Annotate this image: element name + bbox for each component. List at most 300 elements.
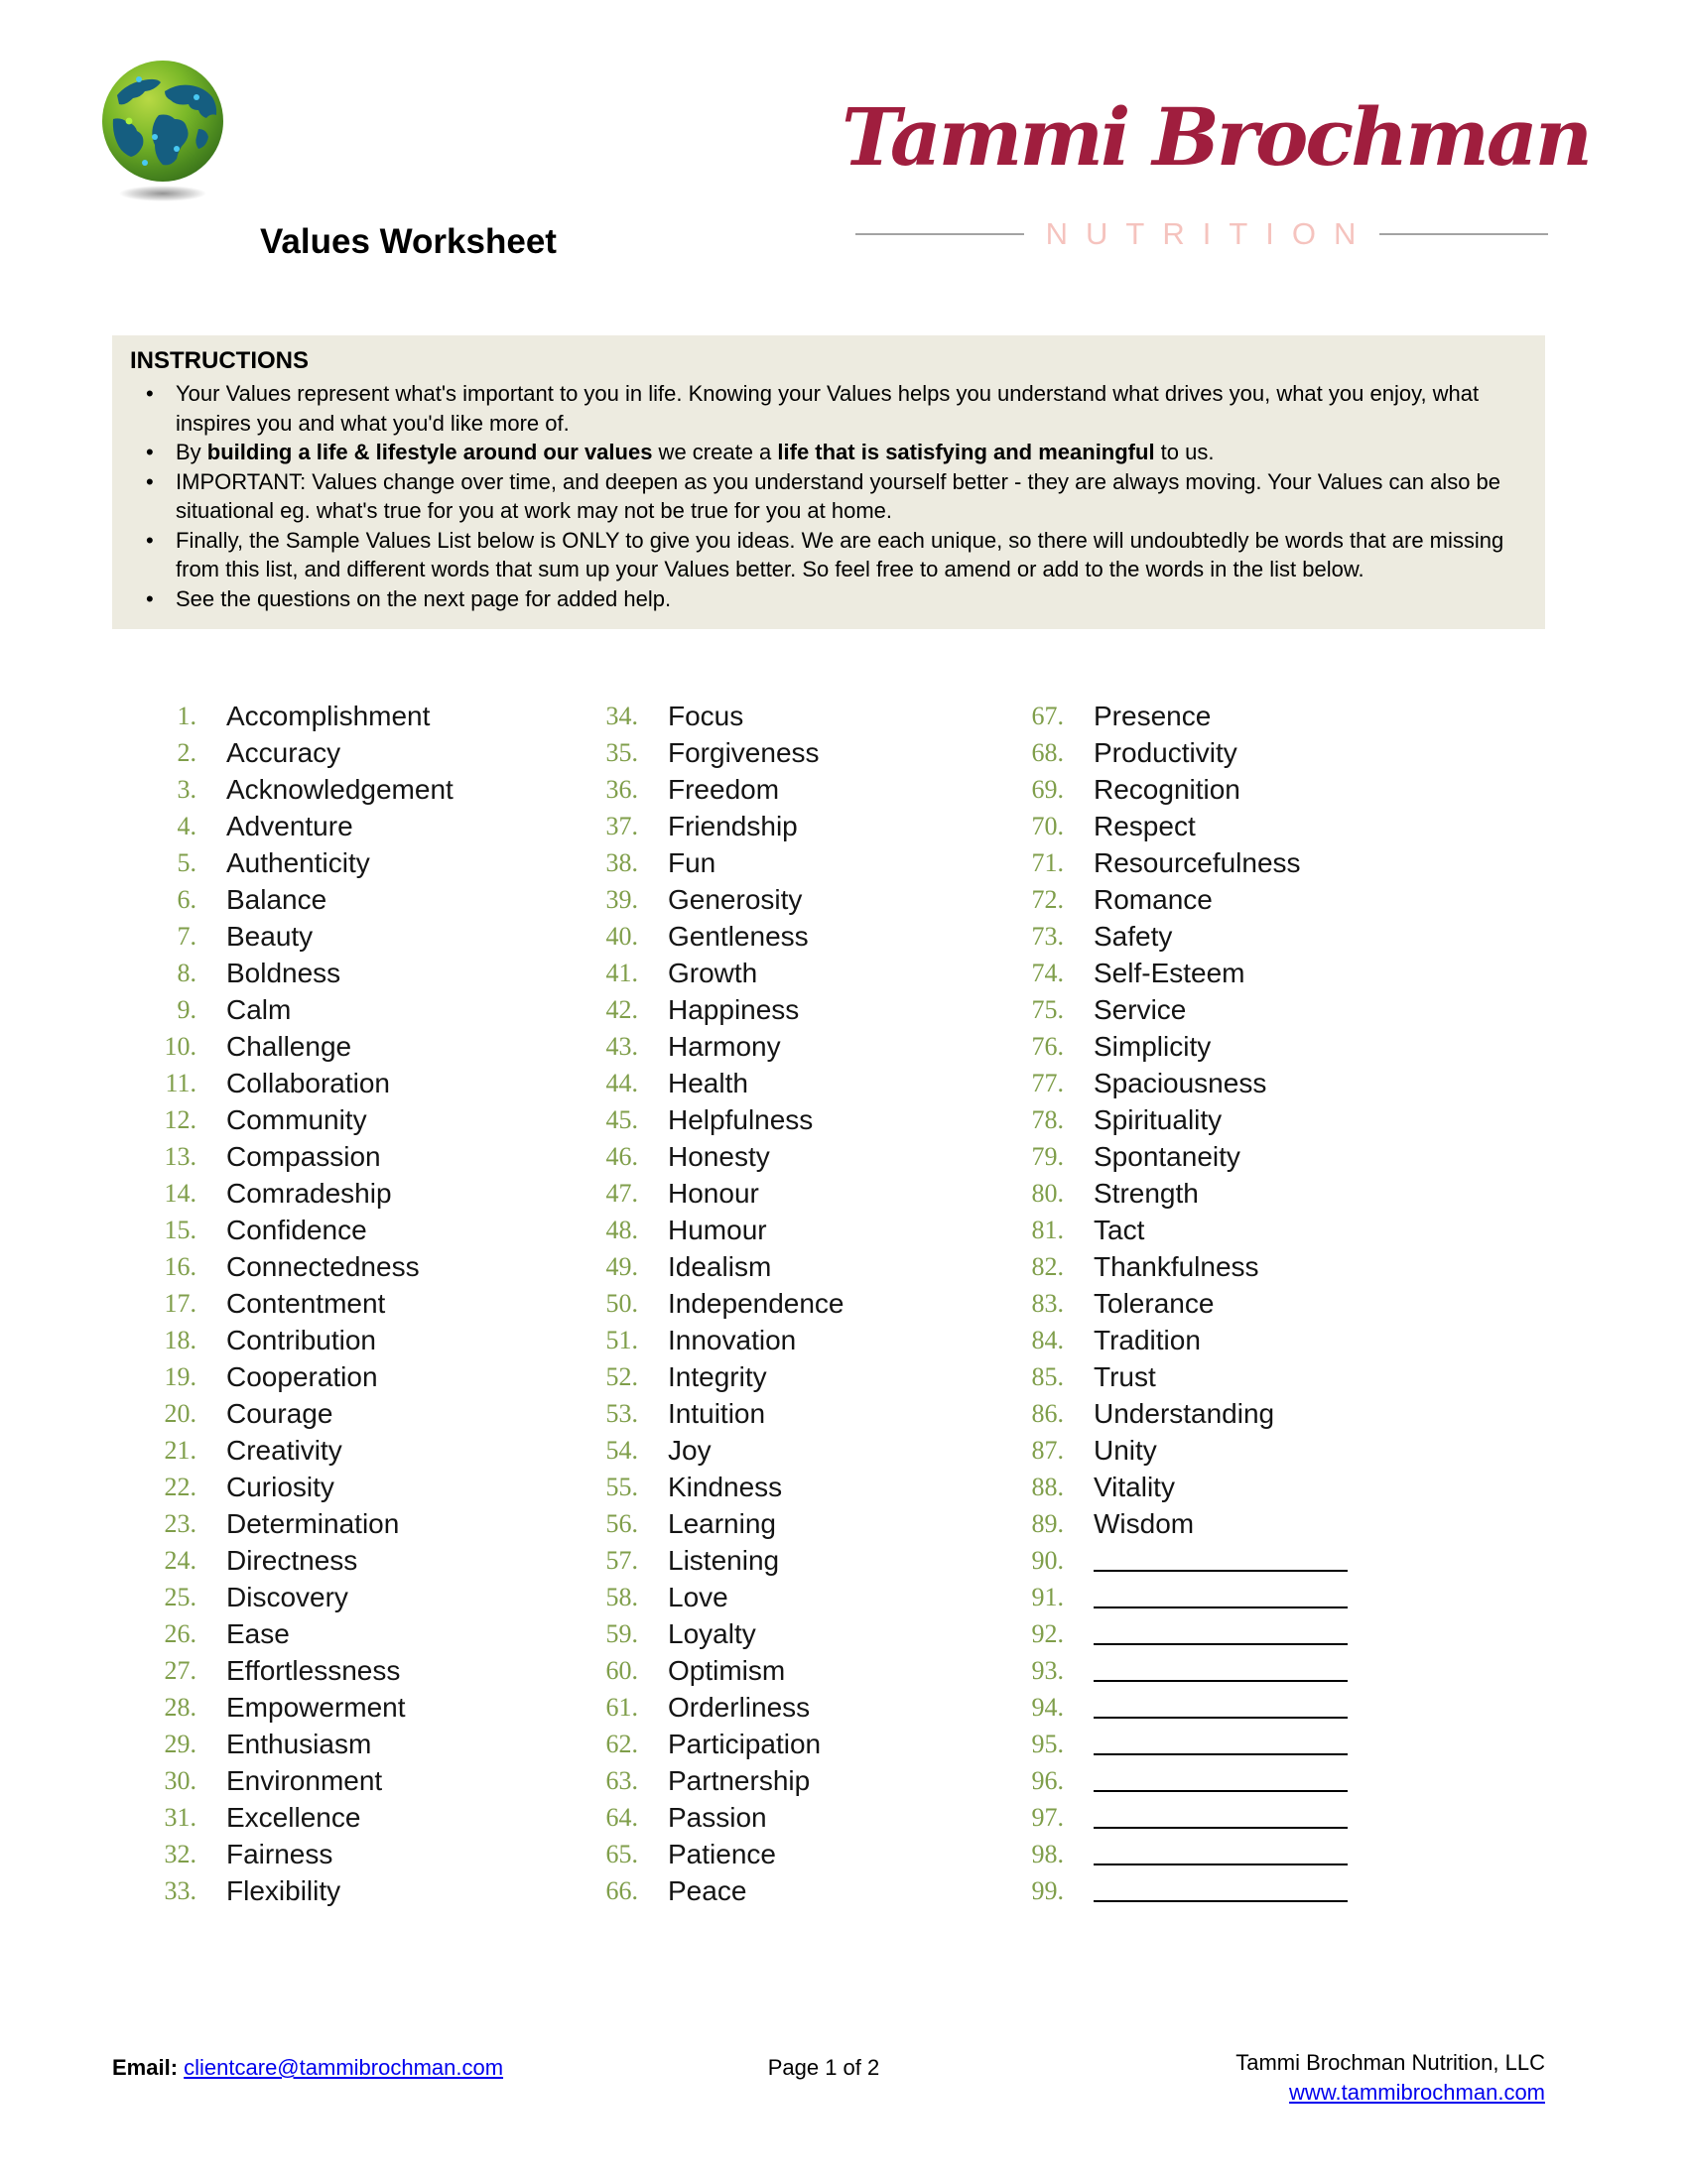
value-item xyxy=(559,1543,844,1580)
value-item xyxy=(559,1580,844,1616)
value-item xyxy=(984,1066,1348,1102)
value-item xyxy=(117,1176,454,1213)
value-label: Spirituality xyxy=(1094,1104,1223,1135)
value-item xyxy=(984,1506,1348,1543)
value-blank-line xyxy=(1094,1873,1348,1902)
value-item xyxy=(559,882,844,919)
value-number: 24. xyxy=(164,1546,196,1575)
value-item xyxy=(117,1359,454,1396)
value-number: 68. xyxy=(1031,738,1064,767)
value-label: Enthusiasm xyxy=(226,1729,372,1759)
value-label: Peace xyxy=(668,1875,747,1906)
value-number: 47. xyxy=(605,1179,638,1208)
value-number: 66. xyxy=(605,1876,638,1905)
value-item xyxy=(117,1396,454,1433)
value-label: Determination xyxy=(226,1508,400,1539)
value-number: 44. xyxy=(605,1069,638,1097)
value-label: Creativity xyxy=(226,1435,342,1466)
brand-logo xyxy=(842,83,1590,251)
value-number: 92. xyxy=(1031,1619,1064,1648)
value-item xyxy=(117,992,454,1029)
value-item xyxy=(117,1800,454,1837)
value-item xyxy=(117,845,454,882)
value-label: Health xyxy=(668,1068,748,1098)
value-number: 97. xyxy=(1031,1803,1064,1832)
value-number: 57. xyxy=(605,1546,638,1575)
value-item xyxy=(117,1543,454,1580)
value-number: 49. xyxy=(605,1252,638,1281)
value-number: 70. xyxy=(1031,812,1064,840)
value-item xyxy=(117,735,454,772)
value-number: 94. xyxy=(1031,1693,1064,1722)
value-item xyxy=(984,1543,1348,1580)
value-item xyxy=(117,1139,454,1176)
footer-website-link[interactable]: www.tammibrochman.com xyxy=(1289,2080,1545,2105)
value-item xyxy=(559,1176,844,1213)
brand-subtitle: NUTRITION xyxy=(1045,216,1374,251)
value-label: Innovation xyxy=(668,1325,797,1355)
value-item xyxy=(984,1727,1348,1763)
value-number: 7. xyxy=(177,922,196,951)
value-item xyxy=(559,1102,844,1139)
value-number: 27. xyxy=(164,1656,196,1685)
value-item xyxy=(117,1873,454,1910)
value-label: Confidence xyxy=(226,1215,367,1245)
value-item xyxy=(117,1837,454,1873)
value-label: Self-Esteem xyxy=(1094,958,1245,988)
value-label: Calm xyxy=(226,994,292,1025)
value-number: 99. xyxy=(1031,1876,1064,1905)
value-item xyxy=(984,919,1348,956)
value-number: 96. xyxy=(1031,1766,1064,1795)
value-number: 54. xyxy=(605,1436,638,1465)
instructions-box xyxy=(112,335,1545,629)
value-number: 72. xyxy=(1031,885,1064,914)
value-label: Gentleness xyxy=(668,921,809,952)
value-label: Simplicity xyxy=(1094,1031,1212,1062)
value-number: 60. xyxy=(605,1656,638,1685)
value-item xyxy=(559,809,844,845)
value-item xyxy=(559,1249,844,1286)
value-label: Comradeship xyxy=(226,1178,392,1209)
instructions-list xyxy=(130,379,1527,613)
value-number: 74. xyxy=(1031,959,1064,987)
value-number: 21. xyxy=(164,1436,196,1465)
value-item xyxy=(559,1286,844,1323)
value-item xyxy=(984,1323,1348,1359)
value-number: 45. xyxy=(605,1105,638,1134)
value-number: 64. xyxy=(605,1803,638,1832)
value-item xyxy=(117,1213,454,1249)
value-number: 20. xyxy=(164,1399,196,1428)
page-title: Values Worksheet xyxy=(260,222,557,261)
value-number: 79. xyxy=(1031,1142,1064,1171)
instruction-bullet: • By building a life & lifestyle around our values we create a life that is satisfying and meaningful to us. xyxy=(130,438,1527,467)
value-label: Contribution xyxy=(226,1325,376,1355)
value-item xyxy=(559,845,844,882)
value-item xyxy=(984,1763,1348,1800)
value-item xyxy=(559,956,844,992)
value-label: Strength xyxy=(1094,1178,1199,1209)
value-label xyxy=(1094,1616,1348,1653)
value-number: 52. xyxy=(605,1362,638,1391)
value-number: 12. xyxy=(164,1105,196,1134)
value-label: Unity xyxy=(1094,1435,1157,1466)
value-label: Acknowledgement xyxy=(226,774,454,805)
value-item xyxy=(117,1727,454,1763)
value-item xyxy=(559,699,844,735)
value-label: Boldness xyxy=(226,958,341,988)
value-item xyxy=(984,1433,1348,1470)
value-label: Growth xyxy=(668,958,758,988)
value-item xyxy=(559,1433,844,1470)
value-number: 26. xyxy=(164,1619,196,1648)
value-number: 83. xyxy=(1031,1289,1064,1318)
value-item xyxy=(984,1286,1348,1323)
brand-rule-left xyxy=(855,233,1024,235)
value-label: Curiosity xyxy=(226,1472,334,1502)
value-blank-line xyxy=(1094,1837,1348,1865)
value-number: 71. xyxy=(1031,848,1064,877)
value-number: 84. xyxy=(1031,1326,1064,1354)
value-item xyxy=(984,1249,1348,1286)
value-number: 65. xyxy=(605,1840,638,1868)
value-label: Beauty xyxy=(226,921,314,952)
value-item xyxy=(984,1470,1348,1506)
value-item xyxy=(117,1763,454,1800)
value-label: Partnership xyxy=(668,1765,811,1796)
value-item xyxy=(984,1873,1348,1910)
value-number: 48. xyxy=(605,1216,638,1244)
value-item xyxy=(117,699,454,735)
value-label: Honour xyxy=(668,1178,759,1209)
value-label: Ease xyxy=(226,1618,290,1649)
value-item xyxy=(117,1029,454,1066)
value-item xyxy=(984,1139,1348,1176)
instruction-bullet: • Your Values represent what's important to you in life. Knowing your Values helps you understand what drives you, what you enjoy, what inspires you and what you'd like more of. xyxy=(130,379,1527,438)
value-number: 31. xyxy=(164,1803,196,1832)
value-item xyxy=(984,1213,1348,1249)
value-item xyxy=(984,735,1348,772)
value-number: 9. xyxy=(177,995,196,1024)
value-item xyxy=(117,772,454,809)
value-item xyxy=(559,772,844,809)
instructions-heading: INSTRUCTIONS xyxy=(130,347,309,374)
value-label: Accomplishment xyxy=(226,701,431,731)
value-blank-line xyxy=(1094,1580,1348,1608)
value-number: 56. xyxy=(605,1509,638,1538)
value-number: 38. xyxy=(605,848,638,877)
value-item xyxy=(984,1580,1348,1616)
value-label xyxy=(1094,1543,1348,1580)
value-item xyxy=(984,1176,1348,1213)
value-item xyxy=(117,1066,454,1102)
value-label: Honesty xyxy=(668,1141,770,1172)
value-number: 53. xyxy=(605,1399,638,1428)
value-number: 81. xyxy=(1031,1216,1064,1244)
value-item xyxy=(559,1763,844,1800)
value-item xyxy=(117,1249,454,1286)
value-label: Productivity xyxy=(1094,737,1237,768)
value-item xyxy=(559,1066,844,1102)
values-column-1 xyxy=(117,699,454,1910)
value-number: 19. xyxy=(164,1362,196,1391)
value-number: 93. xyxy=(1031,1656,1064,1685)
value-label: Trust xyxy=(1094,1361,1156,1392)
value-number: 89. xyxy=(1031,1509,1064,1538)
value-number: 42. xyxy=(605,995,638,1024)
value-item xyxy=(984,1102,1348,1139)
value-label: Community xyxy=(226,1104,367,1135)
value-blank-line xyxy=(1094,1690,1348,1719)
value-number: 80. xyxy=(1031,1179,1064,1208)
value-item xyxy=(117,1323,454,1359)
value-number: 63. xyxy=(605,1766,638,1795)
value-label: Tradition xyxy=(1094,1325,1201,1355)
value-number: 1. xyxy=(177,702,196,730)
value-label xyxy=(1094,1727,1348,1763)
value-label: Listening xyxy=(668,1545,780,1576)
value-number: 13. xyxy=(164,1142,196,1171)
value-label: Spontaneity xyxy=(1094,1141,1240,1172)
value-number: 58. xyxy=(605,1583,638,1611)
value-label: Optimism xyxy=(668,1655,786,1686)
value-number: 35. xyxy=(605,738,638,767)
value-item xyxy=(984,845,1348,882)
value-label: Spaciousness xyxy=(1094,1068,1267,1098)
value-number: 78. xyxy=(1031,1105,1064,1134)
value-label: Respect xyxy=(1094,811,1196,841)
value-item xyxy=(117,1580,454,1616)
value-label: Passion xyxy=(668,1802,767,1833)
value-label: Learning xyxy=(668,1508,776,1539)
value-label: Challenge xyxy=(226,1031,352,1062)
value-number: 14. xyxy=(164,1179,196,1208)
value-number: 77. xyxy=(1031,1069,1064,1097)
value-number: 91. xyxy=(1031,1583,1064,1611)
value-number: 43. xyxy=(605,1032,638,1061)
value-blank-line xyxy=(1094,1616,1348,1645)
value-item xyxy=(559,1139,844,1176)
value-item xyxy=(559,1213,844,1249)
value-label xyxy=(1094,1800,1348,1837)
value-label: Orderliness xyxy=(668,1692,811,1723)
value-label: Helpfulness xyxy=(668,1104,814,1135)
value-label: Integrity xyxy=(668,1361,767,1392)
value-number: 2. xyxy=(177,738,196,767)
value-label: Recognition xyxy=(1094,774,1240,805)
value-label: Tolerance xyxy=(1094,1288,1215,1319)
value-number: 28. xyxy=(164,1693,196,1722)
value-item xyxy=(984,1800,1348,1837)
value-item xyxy=(984,1359,1348,1396)
value-label: Presence xyxy=(1094,701,1212,731)
value-item xyxy=(117,1102,454,1139)
value-item xyxy=(984,1690,1348,1727)
value-label: Harmony xyxy=(668,1031,781,1062)
footer-email-label: Email: xyxy=(112,2055,179,2080)
value-item xyxy=(984,1029,1348,1066)
value-number: 8. xyxy=(177,959,196,987)
value-number: 11. xyxy=(165,1069,196,1097)
value-number: 17. xyxy=(164,1289,196,1318)
value-label: Authenticity xyxy=(226,847,370,878)
value-item xyxy=(559,1616,844,1653)
value-number: 82. xyxy=(1031,1252,1064,1281)
value-number: 95. xyxy=(1031,1730,1064,1758)
value-blank-line xyxy=(1094,1800,1348,1829)
value-number: 29. xyxy=(164,1730,196,1758)
value-label: Effortlessness xyxy=(226,1655,401,1686)
values-column-3 xyxy=(984,699,1348,1910)
value-number: 34. xyxy=(605,702,638,730)
value-label: Vitality xyxy=(1094,1472,1175,1502)
instruction-bullet: • See the questions on the next page for added help. xyxy=(130,584,1527,614)
value-label: Forgiveness xyxy=(668,737,820,768)
value-label: Love xyxy=(668,1582,728,1612)
value-number: 33. xyxy=(164,1876,196,1905)
value-label: Loyalty xyxy=(668,1618,756,1649)
value-label: Excellence xyxy=(226,1802,361,1833)
value-blank-line xyxy=(1094,1763,1348,1792)
value-number: 75. xyxy=(1031,995,1064,1024)
value-number: 67. xyxy=(1031,702,1064,730)
value-item xyxy=(117,1653,454,1690)
value-number: 25. xyxy=(164,1583,196,1611)
instruction-bullet: • IMPORTANT: Values change over time, and deepen as you understand yourself better - they are always moving. Your Values can also be situational eg. what's true for you at work may not be true for you at home. xyxy=(130,467,1527,526)
value-label: Cooperation xyxy=(226,1361,378,1392)
value-number: 41. xyxy=(605,959,638,987)
value-number: 18. xyxy=(164,1326,196,1354)
instruction-bullet: • Finally, the Sample Values List below is ONLY to give you ideas. We are each unique, so there will undoubtedly be words that are missing from this list, and different words that sum up your Values better. So feel free to amend or add to the words in the list below. xyxy=(130,526,1527,584)
value-number: 37. xyxy=(605,812,638,840)
value-label: Directness xyxy=(226,1545,358,1576)
value-label: Balance xyxy=(226,884,327,915)
value-label: Compassion xyxy=(226,1141,381,1172)
footer-company-block xyxy=(1235,2048,1545,2108)
footer-company-name: Tammi Brochman Nutrition, LLC xyxy=(1235,2050,1545,2075)
value-item xyxy=(117,809,454,845)
value-label: Discovery xyxy=(226,1582,348,1612)
value-label: Independence xyxy=(668,1288,844,1319)
footer-email xyxy=(112,2055,503,2081)
value-number: 36. xyxy=(605,775,638,804)
value-label xyxy=(1094,1690,1348,1727)
value-item xyxy=(559,1029,844,1066)
value-item xyxy=(559,992,844,1029)
value-number: 50. xyxy=(605,1289,638,1318)
value-label xyxy=(1094,1653,1348,1690)
value-label: Focus xyxy=(668,701,744,731)
value-blank-line xyxy=(1094,1727,1348,1755)
value-item xyxy=(117,1433,454,1470)
value-item xyxy=(117,1470,454,1506)
value-label: Courage xyxy=(226,1398,333,1429)
brand-script-text: Tammi Brochman xyxy=(842,90,1590,184)
value-label: Humour xyxy=(668,1215,767,1245)
value-number: 98. xyxy=(1031,1840,1064,1868)
value-item xyxy=(559,1800,844,1837)
value-item xyxy=(984,809,1348,845)
value-label: Tact xyxy=(1094,1215,1145,1245)
brand-subtitle-row xyxy=(855,216,1548,252)
value-number: 59. xyxy=(605,1619,638,1648)
value-label xyxy=(1094,1837,1348,1873)
value-number: 4. xyxy=(177,812,196,840)
value-item xyxy=(117,919,454,956)
value-label: Participation xyxy=(668,1729,822,1759)
value-item xyxy=(117,1286,454,1323)
value-number: 85. xyxy=(1031,1362,1064,1391)
value-label: Connectedness xyxy=(226,1251,420,1282)
value-label: Patience xyxy=(668,1839,776,1869)
value-item xyxy=(559,1323,844,1359)
value-label: Collaboration xyxy=(226,1068,390,1098)
value-label xyxy=(1094,1873,1348,1910)
brand-rule-right xyxy=(1379,233,1548,235)
value-label: Kindness xyxy=(668,1472,783,1502)
value-item xyxy=(984,1653,1348,1690)
value-label: Understanding xyxy=(1094,1398,1275,1429)
value-number: 51. xyxy=(605,1326,638,1354)
value-number: 10. xyxy=(164,1032,196,1061)
value-label: Service xyxy=(1094,994,1187,1025)
value-blank-line xyxy=(1094,1543,1348,1572)
value-item xyxy=(117,1506,454,1543)
value-number: 3. xyxy=(177,775,196,804)
value-label: Friendship xyxy=(668,811,798,841)
value-label: Happiness xyxy=(668,994,800,1025)
value-number: 86. xyxy=(1031,1399,1064,1428)
value-item xyxy=(984,882,1348,919)
value-label: Empowerment xyxy=(226,1692,406,1723)
value-label: Joy xyxy=(668,1435,712,1466)
value-label: Wisdom xyxy=(1094,1508,1195,1539)
value-item xyxy=(984,1837,1348,1873)
value-number: 30. xyxy=(164,1766,196,1795)
value-number: 22. xyxy=(164,1473,196,1501)
value-label: Contentment xyxy=(226,1288,386,1319)
value-item xyxy=(984,699,1348,735)
value-item xyxy=(559,735,844,772)
value-item xyxy=(117,956,454,992)
value-number: 23. xyxy=(164,1509,196,1538)
value-item xyxy=(559,1873,844,1910)
value-item xyxy=(117,1616,454,1653)
value-number: 73. xyxy=(1031,922,1064,951)
value-number: 62. xyxy=(605,1730,638,1758)
value-number: 5. xyxy=(177,848,196,877)
value-item xyxy=(559,1727,844,1763)
values-column-2 xyxy=(559,699,844,1910)
footer-email-link[interactable]: clientcare@tammibrochman.com xyxy=(184,2055,504,2080)
value-number: 69. xyxy=(1031,775,1064,804)
value-label: Accuracy xyxy=(226,737,341,768)
value-label: Generosity xyxy=(668,884,803,915)
value-item xyxy=(117,1690,454,1727)
value-number: 88. xyxy=(1031,1473,1064,1501)
value-number: 39. xyxy=(605,885,638,914)
value-label: Romance xyxy=(1094,884,1213,915)
value-number: 87. xyxy=(1031,1436,1064,1465)
value-number: 55. xyxy=(605,1473,638,1501)
value-item xyxy=(559,1653,844,1690)
value-item xyxy=(559,1837,844,1873)
value-item xyxy=(984,956,1348,992)
value-number: 16. xyxy=(164,1252,196,1281)
value-label xyxy=(1094,1580,1348,1616)
value-label xyxy=(1094,1763,1348,1800)
